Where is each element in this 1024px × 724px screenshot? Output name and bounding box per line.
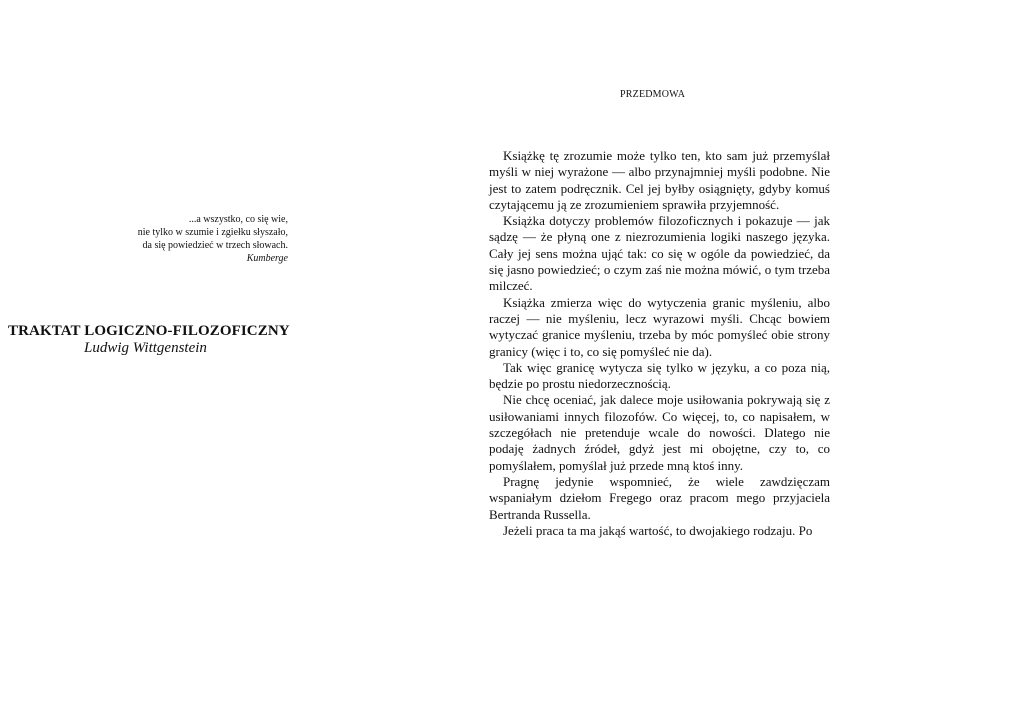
epigraph-attribution: Kumberge <box>246 253 288 264</box>
epigraph <box>0 213 288 265</box>
paragraph: Książkę tę zrozumie może tylko ten, kto sam już przemyślał myśli w niej wyrażone — albo przynajmniej myśli podobne. Nie jest to zatem podręcznik. Cel jej byłby osiągnięty, gdyby komuś czytającemu ją ze zrozumieniem sprawiła przyjemność. <box>489 148 830 212</box>
preface-text <box>489 148 830 539</box>
title-block <box>8 323 290 356</box>
book-author: Ludwig Wittgenstein <box>84 340 207 356</box>
book-title: TRAKTAT LOGICZNO-FILOZOFICZNY <box>8 323 290 339</box>
right-page <box>489 0 1024 724</box>
paragraph: Nie chcę oceniać, jak dalece moje usiłowania pokrywają się z usiłowaniami innych filozofów. Co więcej, to, co napisałem, w szczegółach nie pretenduje wcale do nowości. Dlatego nie podaję żadnych źródeł, gdyż jest mi obojętne, czy to, co pomyślałem, pomyślał już przede mną ktoś inny. <box>489 392 830 473</box>
paragraph: Jeżeli praca ta ma jakąś wartość, to dwojakiego rodzaju. Po <box>503 522 813 538</box>
paragraph: Pragnę jedynie wspomnieć, że wiele zawdzięczam wspaniałym dziełom Fregego oraz pracom mego przyjaciela Bertranda Russella. <box>489 473 830 522</box>
epigraph-line: da się powiedzieć w trzech słowach. <box>142 240 288 251</box>
section-heading: PRZEDMOWA <box>620 89 686 100</box>
epigraph-line: nie tylko w szumie i zgiełku słyszało, <box>137 227 288 238</box>
paragraph: Tak więc granicę wytycza się tylko w języku, a co poza nią, będzie po prostu niedorzecznością. <box>489 359 830 392</box>
paragraph: Książka zmierza więc do wytyczenia granic myśleniu, albo raczej — nie myśleniu, lecz wyrazowi myśli. Chcąc bowiem wytyczać granice myśleniu, trzeba by móc pomyśleć obie strony granicy (więc i to, co się pomyśleć nie da). <box>489 294 830 359</box>
epigraph-line: ...a wszystko, co się wie, <box>188 214 288 225</box>
paragraph: Książka dotyczy problemów filozoficznych i pokazuje — jak sądzę — że płyną one z niezrozumienia logiki naszego języka. Cały jej sens można ująć tak: co się w ogóle da powiedzieć, da się jasno powiedzieć; o czym zaś nie można mówić, o tym trzeba milczeć. <box>489 213 830 294</box>
